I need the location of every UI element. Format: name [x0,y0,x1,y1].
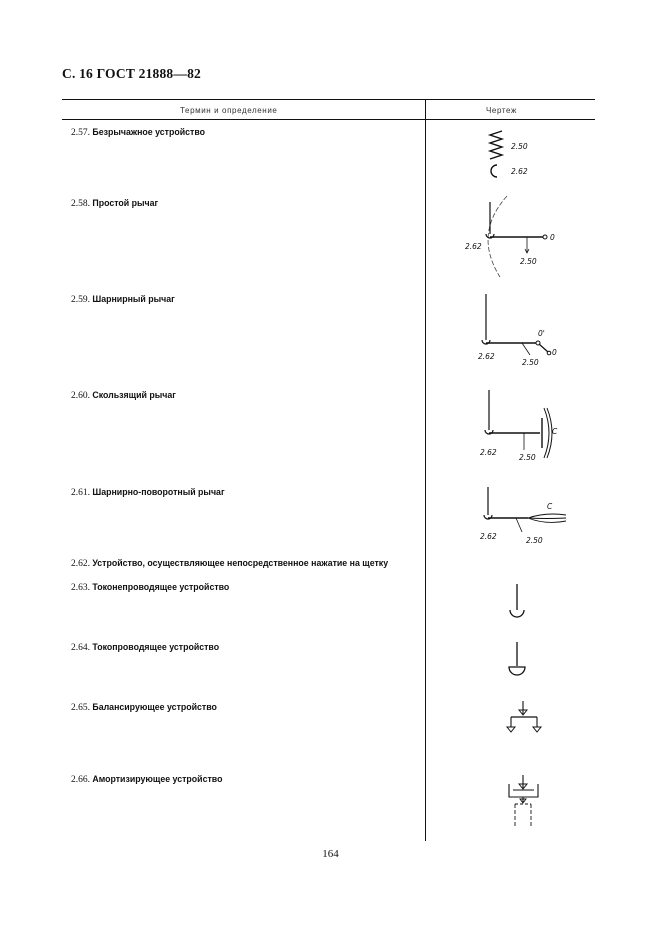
term-number: 2.64. [71,643,90,653]
ref-label: 2.62 [511,167,528,176]
term-number: 2.62. [71,559,90,569]
drawing-2-59 [472,292,572,372]
term-name: Безрычажное устройство [92,127,206,137]
term-number: 2.66. [71,775,90,785]
term-name: Скользящий рычаг [92,390,176,400]
term-number: 2.63. [71,583,90,593]
term-2-65 [71,702,217,713]
term-2-57 [71,127,205,138]
term-2-66 [71,774,222,785]
term-2-61 [71,487,225,498]
page-header: С. 16 ГОСТ 21888—82 [62,66,201,81]
drawing-2-60 [476,388,576,468]
drawing-2-65 [500,700,550,742]
point-label: 0' [538,329,545,338]
drawing-2-66 [500,770,550,830]
ref-label: 2.62 [465,242,482,251]
term-name: Шарнирно-поворотный рычаг [92,487,225,497]
damping-device-drawing [500,770,550,830]
term-name: Балансирующее устройство [92,702,217,712]
hinged-lever-drawing [472,292,572,372]
ref-label: 2.62 [480,448,497,457]
term-name: Амортизирующее устройство [92,774,223,784]
term-name: Шарнирный рычаг [92,294,175,304]
non-conductive-device-drawing [505,582,535,624]
drawing-2-57 [480,125,560,180]
term-number: 2.60. [71,391,90,401]
ref-label: 2.62 [480,532,497,541]
term-2-60 [71,390,176,401]
term-2-64 [71,642,219,653]
ref-label: 2.50 [526,536,543,545]
point-label: C [547,502,553,511]
spring-drawing [480,125,560,180]
drawing-2-58 [455,192,575,282]
ref-label: 2.50 [511,142,528,151]
drawing-2-61 [476,485,576,550]
ref-label: 2.50 [522,358,539,367]
drawing-2-64 [505,640,535,682]
point-label: 0 [550,233,555,242]
ref-label: 2.62 [478,352,495,361]
table-top-rule [62,99,595,100]
term-name: Простой рычаг [92,198,159,208]
term-2-58 [71,198,158,209]
sliding-lever-drawing [476,388,576,468]
term-number: 2.59. [71,295,90,305]
point-label: C [552,427,558,436]
hinged-rotary-lever-drawing [476,485,576,550]
column-header-term: Термин и определение [180,106,278,115]
term-name: Устройство, осуществляющее непосредственное нажатие на щетку [92,558,389,568]
term-number: 2.65. [71,703,90,713]
ref-label: 2.50 [519,453,536,462]
term-name: Токопроводящее устройство [92,642,220,652]
ref-label: 2.50 [520,257,537,266]
term-name: Токонепроводящее устройство [92,582,230,592]
drawing-2-63 [505,582,535,624]
conductive-device-drawing [505,640,535,682]
term-2-63 [71,582,229,593]
balancing-device-drawing [500,700,550,742]
term-2-62 [71,558,388,569]
point-label: 0 [552,348,557,357]
column-header-drawing: Чертеж [486,106,517,115]
simple-lever-drawing [455,192,575,282]
term-number: 2.61. [71,488,90,498]
column-divider [425,99,426,841]
page-number: 164 [322,848,339,860]
table-head-rule [62,119,595,120]
term-number: 2.57. [71,128,90,138]
term-2-59 [71,294,175,305]
term-number: 2.58. [71,199,90,209]
